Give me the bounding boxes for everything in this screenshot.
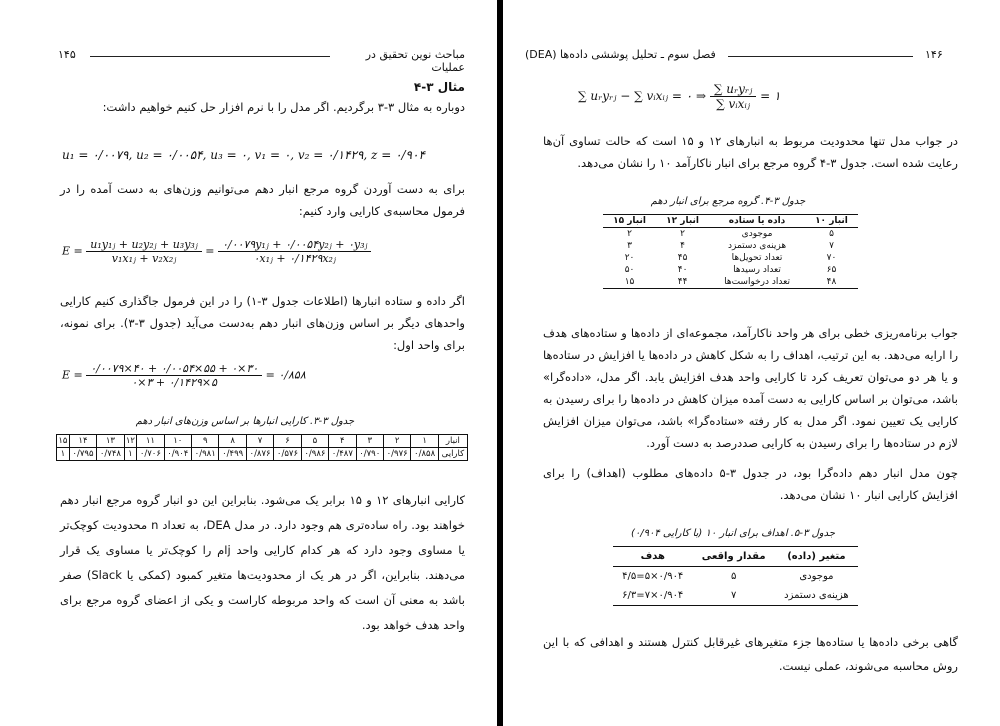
formula-fraction — [86, 362, 262, 389]
table-header-cell: ۹ — [192, 435, 219, 448]
table-header-cell: متغیر (داده) — [787, 551, 846, 562]
table-row — [613, 567, 858, 587]
paragraph-3: اگر داده و ستاده انبارها (اطلاعات جدول ۳-۱) را در این فرمول جاگذاری کنیم کارایی واحدهای دیگر بر اساس وزن‌های انبار دهم به‌دست می‌آید (جدول ۳-۳). برای نمونه، برای واحد اول: — [60, 294, 465, 352]
table-cell: ۶۵ — [826, 265, 837, 275]
reference-group-table — [603, 214, 858, 289]
running-head: مباحث نوین تحقیق در عملیات — [365, 48, 465, 74]
paragraph-1: در جواب مدل تنها محدودیت مربوط به انبارهای ۱۲ و ۱۵ است که حالت تساوی آن‌ها رعایت شده است. جدول ۳-۴ گروه مرجع برای انبار ناکارآمد ۱۰ را نشان می‌دهد. — [543, 134, 958, 170]
table-header-cell: ۴ — [329, 435, 356, 448]
table-cell: ۵ — [829, 229, 834, 239]
formula-rhs: = ۱ — [760, 89, 781, 103]
table-cell: ۱۵ — [624, 277, 635, 287]
example-title: مثال ۳-۴ — [413, 80, 465, 94]
table-header-cell: ۱۳ — [97, 435, 124, 448]
table-row — [603, 228, 858, 241]
table-cell: ۰/۷۰۶ — [137, 448, 164, 461]
table-cell: ۲۰ — [624, 253, 635, 263]
table-header-cell: داده یا ستاده — [728, 216, 786, 226]
table-cell: ۲ — [627, 229, 632, 239]
table-cell: ۵ — [730, 571, 737, 582]
table-body — [603, 228, 858, 289]
table-cell: ۴ — [680, 241, 685, 251]
table-cell: تعداد رسیدها — [733, 265, 781, 275]
table-cell: ۴۰ — [677, 265, 688, 275]
table-row — [603, 276, 858, 289]
paragraph-2: برای به دست آوردن گروه مرجع انبار دهم می‌توانیم وزن‌های به دست آمده را در فرمول محاسبه‌ی کارایی وارد کنیم: — [60, 182, 465, 218]
fraction-numerator: ۰/۰۰۷۹×۴۰ + ۰/۰۰۵۴×۵۵ + ۰×۳۰ — [86, 362, 262, 376]
paragraph-4: گاهی برخی داده‌ها یا ستاده‌ها جزء متغیرهای غیرقابل کنترل هستند و اهدافی که با این روش محاسبه می‌شوند، عملی نیست. — [543, 635, 958, 673]
efficiency-table — [56, 434, 468, 461]
left-page — [0, 0, 497, 726]
table-header-row — [613, 547, 858, 567]
table-header-cell: انبار ۱۲ — [666, 216, 699, 226]
table-3-3-caption: جدول ۳-۳. کارایی انبارها بر اساس وزن‌های انبار دهم — [135, 416, 355, 427]
table-row — [603, 240, 858, 252]
table-row — [613, 586, 858, 606]
table-cell: ۲ — [680, 229, 685, 239]
table-cell: ۷۰ — [826, 253, 837, 263]
table-header-cell: ۱۵ — [58, 436, 68, 446]
formula-lhs: E = — [62, 244, 83, 258]
table-cell: ۰/۷۴۸ — [97, 448, 124, 461]
table-row-label: انبار — [438, 435, 467, 448]
table-cell: ۱ — [124, 448, 137, 461]
page-number: ۱۴۶ — [925, 48, 943, 61]
right-page — [503, 0, 1000, 726]
table-header-cell: مقدار واقعی — [701, 551, 766, 562]
fraction-denominator: ۰×۳ + ۰/۱۴۲۹×۵ — [131, 376, 218, 389]
fraction-denominator: ∑ vᵢxᵢⱼ — [716, 97, 751, 111]
table-cell: ۰/۷۹۵ — [69, 448, 96, 461]
table-cell: ۷ — [730, 590, 737, 601]
intro-paragraph: دوباره به مثال ۳-۳ برگردیم. اگر مدل را با نرم افزار حل کنیم خواهیم داشت: — [102, 100, 465, 114]
table-cell: ۰/۹۰۴ — [164, 448, 191, 461]
table-header-cell: ۶ — [274, 435, 301, 448]
fraction-denominator: v₁x₁ⱼ + v₂x₂ⱼ — [111, 252, 177, 265]
formula-fraction — [710, 82, 756, 111]
table-header-row — [57, 435, 468, 448]
table-header-cell: ۳ — [356, 435, 383, 448]
header-rule — [728, 56, 913, 57]
table-3-5-caption: جدول ۳-۵. اهداف برای انبار ۱۰ (با کارایی ۰/۹۰۴) — [630, 528, 836, 539]
table-cell: ۵۰ — [624, 265, 635, 275]
efficiency-formula: E = $\frac{\text{u₁y₁ⱼ + u₂y₂ⱼ + u₃y₃ⱼ}}{\text{v₁x₁ⱼ + v₂x₂ⱼ}}$ = $\frac{\text{۰/۰۰۷۹y₁ⱼ + ۰/۰۰۵۴y₂ⱼ + ۰y₃ⱼ}}{\text{۰x₁ⱼ + ۰/۱۴۲۹x₂ⱼ}}$ — [62, 238, 371, 265]
fraction-denominator: ۰x₁ⱼ + ۰/۱۴۲۹x₂ⱼ — [253, 252, 336, 265]
fraction-numerator: u₁y₁ⱼ + u₂y₂ⱼ + u₃y₃ⱼ — [86, 238, 202, 252]
table-cell: ۴۴ — [677, 277, 688, 287]
table-header-cell: ۱۴ — [69, 435, 96, 448]
table-row — [57, 448, 468, 461]
paragraph-3: چون مدل انبار دهم داده‌گرا بود، در جدول ۳-۵ داده‌های مطلوب (اهداف) را برای افزایش کارایی انبار ۱۰ نشان می‌دهد. — [543, 466, 959, 502]
table-cell: ۰/۵۷۶ — [274, 448, 301, 461]
paragraph-4: کارایی انبارهای ۱۲ و ۱۵ برابر یک می‌شود. بنابراین این دو انبار گروه مرجع انبار دهم خواهند بود. راه ساده‌تری هم وجود دارد. در مدل DEA، به تعداد n محدودیت کوچک‌تر یا مساوی وجود دارد که هر کدام کارایی واحد jام را کوچک‌تر یا مساوی یک قرار می‌دهند. بنابراین، اگر در هر یک از محدودیت‌ها متغیر کمبود (کمکی یا Slack) صفر باشد به معنی آن است که واحد مربوطه کاراست و یکی از اعضای گروه مرجع برای واحد هدف خواهد بود. — [60, 493, 466, 632]
table-cell: ۰/۹۸۶ — [301, 448, 328, 461]
formula-fraction-symbolic — [86, 238, 202, 265]
table-cell: موجودی — [799, 571, 834, 582]
table-cell: ۳ — [627, 241, 632, 251]
table-header-cell: ۱ — [411, 435, 438, 448]
table-cell: ۰/۸۷۶ — [246, 448, 273, 461]
table-header-cell: ۱۱ — [137, 435, 164, 448]
table-cell: ۰/۴۹۹ — [219, 448, 246, 461]
table-header-cell: هدف — [640, 551, 665, 562]
table-cell: ۴۵ — [677, 253, 688, 263]
table-row-label: کارایی — [438, 448, 467, 461]
targets-table — [613, 546, 858, 606]
table-cell: ۰/۷۹۰ — [356, 448, 383, 461]
table-header-cell: انبار ۱۰ — [815, 216, 848, 226]
table-cell: ۰/۹۸۱ — [192, 448, 219, 461]
table-cell: تعداد تحویل‌ها — [731, 253, 783, 263]
table-cell: ۴۸ — [826, 277, 837, 287]
table-cell: ۱ — [57, 448, 70, 461]
fraction-numerator: ∑ uᵣyᵣⱼ — [710, 82, 756, 97]
fraction-numerator: ۰/۰۰۷۹y₁ⱼ + ۰/۰۰۵۴y₂ⱼ + ۰y₃ⱼ — [218, 238, 371, 252]
unit1-formula — [62, 362, 306, 389]
table-header-cell: ۱۰ — [164, 435, 191, 448]
formula-result: = ۰/۸۵۸ — [265, 368, 306, 382]
table-header-cell: ۸ — [219, 435, 246, 448]
table-cell: موجودی — [741, 229, 773, 239]
table-cell: تعداد درخواست‌ها — [724, 277, 790, 287]
paragraph-2: جواب برنامه‌ریزی خطی برای هر واحد ناکارآمد، مجموعه‌ای از داده‌ها و ستاده‌های هدف را ارایه می‌دهد. به این ترتیب، اهداف را به شکل کاهش در داده‌ها یا افزایش در ستاده‌ها و یا هر دو می‌توان تعریف کرد تا کارایی واحد هدف افزایش یابد. اگر مدل، «داده‌گرا» باشد، می‌توان بر اساس کارایی به دست آمده میزان کاهش در داده‌ها را برای رسیدن به کارایی یک تعیین نمود. اگر مدل به کار رفته «ستاده‌گرا» باشد، می‌توان میزان افزایش لازم در ستاده‌ها را برای رسیدن به کارایی صددرصد به دست آورد. — [543, 326, 958, 450]
running-head: فصل سوم ـ تحلیل پوششی داده‌ها (DEA) — [525, 48, 716, 61]
page-number: ۱۴۵ — [58, 48, 76, 61]
table-cell: ۰/۸۵۸ — [411, 448, 438, 461]
equality-formula — [578, 82, 780, 111]
formula-left: ∑ uᵣyᵣⱼ − ∑ vᵢxᵢⱼ = ۰ — [578, 89, 693, 103]
table-cell: ۷ — [829, 241, 834, 251]
solution-values: u₁ = ۰/۰۰۷۹, u₂ = ۰/۰۰۵۴, u₃ = ۰, v₁ = ۰, v₂ = ۰/۱۴۲۹, z = ۰/۹۰۴ — [62, 148, 425, 162]
table-header-row — [603, 215, 858, 228]
table-header-cell: ۱۲ — [125, 436, 135, 446]
table-3-4-caption: جدول ۳-۴. گروه مرجع برای انبار دهم — [650, 196, 806, 207]
table-header-cell: ۵ — [301, 435, 328, 448]
table-cell: ۰/۹۰۴×۵=۴/۵ — [622, 571, 684, 582]
header-rule — [90, 56, 330, 57]
table-row — [603, 264, 858, 276]
implies-symbol: ⇒ — [695, 89, 707, 103]
table-cell: هزینه‌ی دستمزد — [784, 590, 849, 601]
table-body — [613, 567, 858, 606]
table-header-cell: انبار ۱۵ — [613, 216, 646, 226]
table-cell: هزینه‌ی دستمزد — [727, 241, 787, 251]
formula-fraction-weights — [218, 238, 371, 265]
formula-lhs: E = — [62, 368, 83, 382]
table-header-cell: ۷ — [246, 435, 273, 448]
table-cell: ۰/۹۷۶ — [383, 448, 410, 461]
table-row — [603, 252, 858, 264]
table-cell: ۰/۴۸۷ — [329, 448, 356, 461]
table-cell: ۰/۹۰۴×۷=۶/۳ — [622, 590, 684, 601]
table-header-cell: ۲ — [383, 435, 410, 448]
